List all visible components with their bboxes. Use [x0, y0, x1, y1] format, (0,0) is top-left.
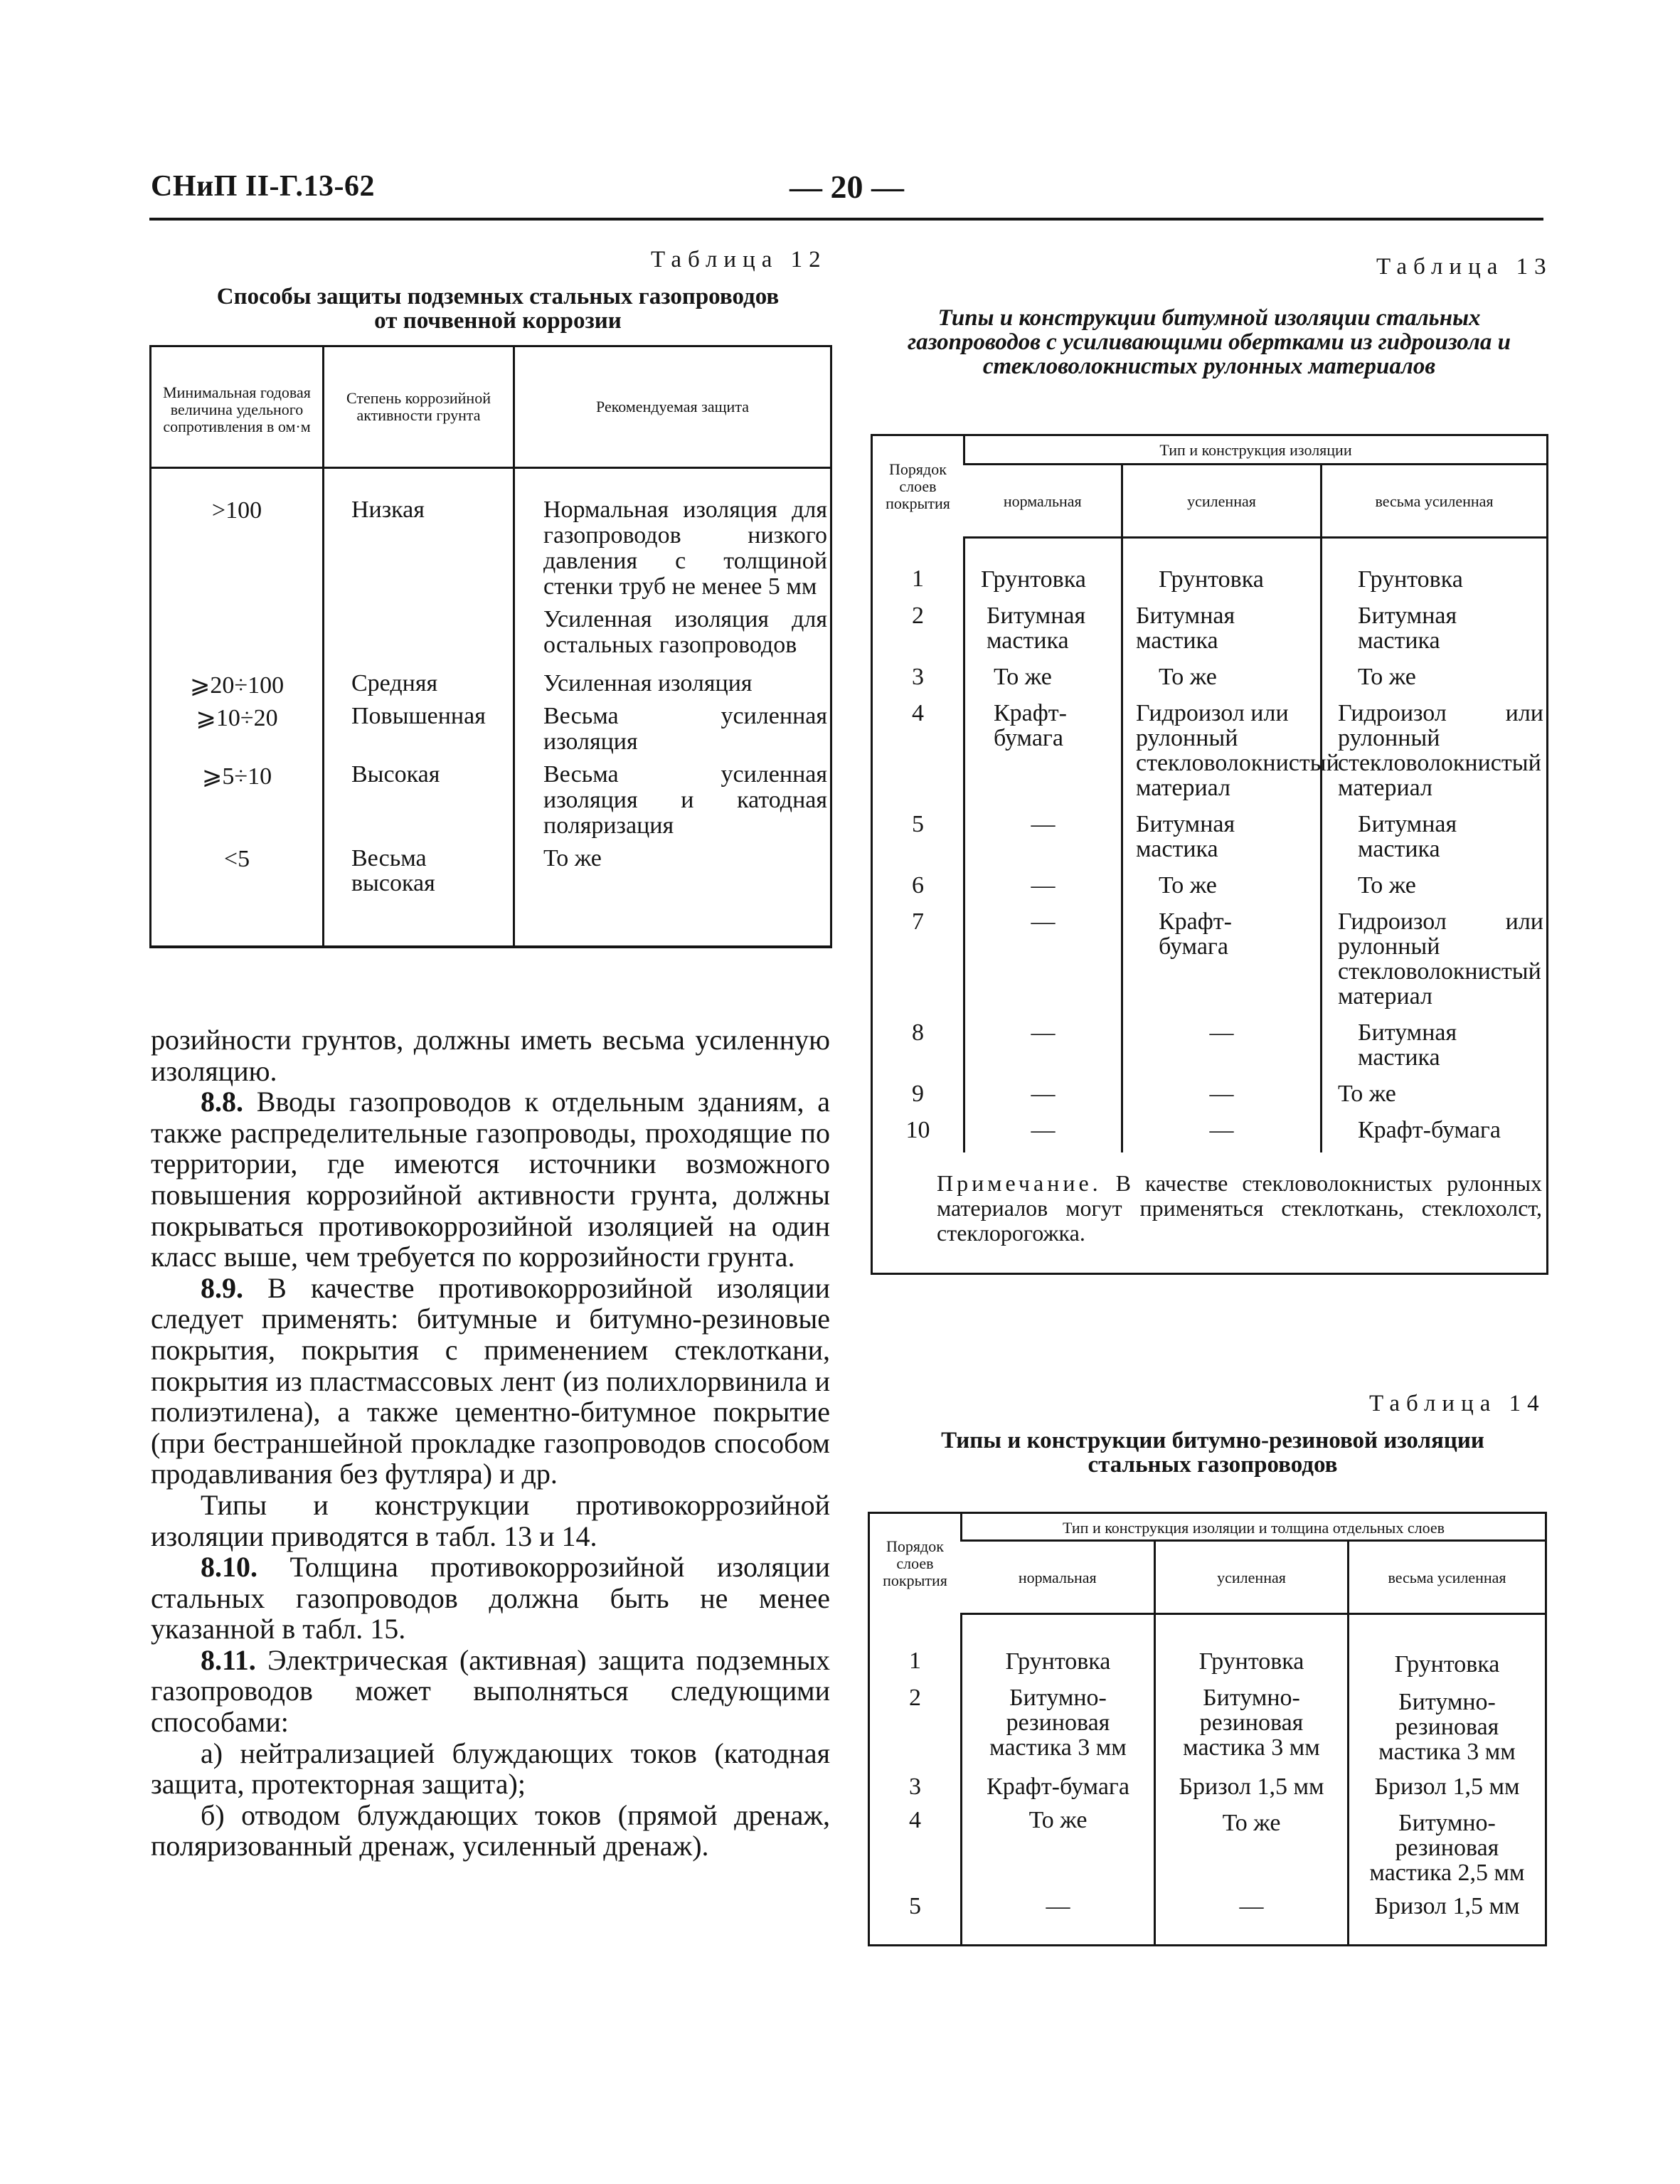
table14-cell-normal: Грунтовка [962, 1614, 1155, 1677]
table13-subheader-row [872, 465, 1548, 538]
table14-header-reinforced: усиленная [1155, 1541, 1349, 1614]
table-row [872, 1009, 1548, 1070]
table13-cell-normal: То же [964, 653, 1122, 689]
table12-activity: Весьма высокая [324, 846, 514, 947]
table13-cell-normal: — [964, 898, 1122, 1009]
page-number: — 20 — [790, 169, 904, 205]
table12-label: Таблица 12 [651, 247, 827, 272]
table-row [872, 592, 1548, 653]
table13-header-very: весьма усиленная [1322, 465, 1548, 538]
table13-cell-normal: — [964, 1070, 1122, 1106]
table13-title: Типы и конструкции битумной изоляции стальных газопроводов с усиливающими обертками из гидроизола и стекловолокнистых рулонных материалов [907, 305, 1511, 379]
table14-cell-reinforced: — [1155, 1885, 1349, 1946]
table14-cell-reinforced: Бризол 1,5 мм [1155, 1764, 1349, 1799]
table13-cell-reinforced: Гидроизол или рулонный стекловолокнистый материал [1122, 689, 1322, 800]
table13-cell-normal: — [964, 1009, 1122, 1070]
table13-layer-number: 8 [912, 1019, 924, 1046]
table13-layer-number: 5 [912, 811, 924, 837]
table13-cell-reinforced: Крафт-бумага [1122, 898, 1322, 1009]
table13-cell-normal: Грунтовка [964, 538, 1122, 593]
paragraph: розийности грунтов, должны иметь весьма усиленную изоляцию. [151, 1024, 830, 1087]
table12-protection-text: Усиленная изоляция для остальных газопроводов [543, 606, 827, 658]
table13-cell-reinforced: Грунтовка [1122, 538, 1322, 593]
table13-header-row [872, 435, 1548, 465]
table14-cell-very: Бризол 1,5 мм [1349, 1764, 1546, 1799]
paragraph [151, 1086, 830, 1273]
table13-layer-number: 10 [905, 1117, 930, 1143]
table12-protection [514, 762, 831, 846]
table-row [872, 538, 1548, 593]
table13-layer-number: 4 [912, 700, 924, 726]
table14-cell-normal: — [962, 1885, 1155, 1946]
table13-cell-very: То же [1322, 653, 1548, 689]
table-row [872, 689, 1548, 800]
table13-cell-normal: — [964, 862, 1122, 898]
table12-protection [514, 468, 831, 666]
paragraph [151, 1273, 830, 1490]
table13-layer-number: 2 [912, 603, 924, 629]
table14-title: Типы и конструкции битумно-резиновой изоляции стальных газопроводов [941, 1428, 1484, 1478]
table12-header-protection: Рекомендуемая защита [514, 346, 831, 468]
table13-cell-very: То же [1322, 1070, 1548, 1106]
paragraph [151, 1645, 830, 1738]
table13-layer-number: 1 [912, 565, 924, 592]
table13-cell-reinforced: То же [1122, 862, 1322, 898]
table-row [872, 1106, 1548, 1152]
table14-cell-very: Грунтовка [1349, 1614, 1546, 1677]
table13-layer-number: 3 [912, 664, 924, 690]
table13-cell-reinforced: То же [1122, 653, 1322, 689]
table14 [868, 1512, 1547, 1946]
table12-activity: Высокая [324, 762, 514, 846]
table-row [872, 653, 1548, 689]
table-row [872, 800, 1548, 862]
table13-layer-number: 6 [912, 872, 924, 898]
table12-resistance: ⩾10÷20 [196, 705, 278, 731]
table13-cell-normal: Битумная мастика [964, 592, 1122, 653]
table14-cell-very: Битумно-резиновая мастика 2,5 мм [1349, 1799, 1546, 1885]
table13-header-order: Порядок слоев покрытия [886, 460, 950, 513]
table13 [871, 434, 1548, 1275]
clause-number: 8.8. [201, 1086, 243, 1118]
table-row [869, 1885, 1546, 1946]
table12-title: Способы защиты подземных стальных газопроводов от почвенной коррозии [216, 284, 780, 334]
paragraph: Типы и конструкции противокоррозийной изоляции приводятся в табл. 13 и 14. [151, 1488, 830, 1552]
clause-number: 8.10. [201, 1551, 257, 1584]
table13-cell-very: Крафт-бумага [1322, 1106, 1548, 1152]
paragraph-text: Электрическая (активная) защита подземных газопроводов может выполняться следующими способами: [151, 1643, 830, 1739]
table13-cell-normal: — [964, 1106, 1122, 1152]
table13-header-normal: нормальная [964, 465, 1122, 538]
table-row [869, 1677, 1546, 1764]
table13-cell-reinforced: Битумная мастика [1122, 800, 1322, 862]
table12-activity: Средняя [324, 665, 514, 704]
document-code: СНиП II-Г.13-62 [151, 170, 376, 203]
table13-cell-very: Битумная мастика [1322, 592, 1548, 653]
table13-cell-reinforced: — [1122, 1009, 1322, 1070]
paragraph-text: Вводы газопроводов к отдельным зданиям, а также распределительные газопроводы, проходящие по территории, где имеются источники возможного повышения коррозийной активности грунта, должны покрываться противокоррозийной изоляцией на один класс выше, чем требуется по коррозийности грунта. [151, 1086, 831, 1273]
table13-cell-reinforced: — [1122, 1106, 1322, 1152]
table12-protection [514, 665, 831, 704]
table12-resistance: ⩾5÷10 [201, 763, 272, 790]
table-row [151, 468, 831, 666]
table12-protection-text: То же [543, 845, 602, 871]
table13-cell-reinforced: Битумная мастика [1122, 592, 1322, 653]
clause-number: 8.9. [201, 1271, 243, 1304]
table14-cell-reinforced: То же [1155, 1799, 1349, 1885]
table12-resistance: <5 [223, 846, 250, 872]
table13-cell-very: То же [1322, 862, 1548, 898]
table14-layer-number: 5 [909, 1893, 921, 1919]
table13-cell-very: Гидроизол или рулонный стекловолокнистый материал [1322, 898, 1548, 1009]
table14-cell-normal: Битумно-резиновая мастика 3 мм [962, 1677, 1155, 1764]
table14-layer-number: 3 [909, 1774, 921, 1800]
table12-protection-text: Усиленная изоляция [543, 670, 753, 696]
header-rule [149, 218, 1543, 221]
table12-resistance: >100 [211, 497, 262, 524]
table12 [149, 345, 832, 948]
table12-header-row [151, 346, 831, 468]
table14-cell-very: Бризол 1,5 мм [1349, 1885, 1546, 1946]
table-row [151, 665, 831, 704]
table13-cell-very: Гидроизол или рулонный стекловолокнистый материал [1322, 689, 1548, 800]
paragraph [151, 1552, 830, 1645]
table14-cell-reinforced: Грунтовка [1155, 1614, 1349, 1677]
table-row [872, 898, 1548, 1009]
table12-activity: Повышенная [324, 704, 514, 762]
clause-number: 8.11. [201, 1643, 256, 1676]
note-text: В качестве стекловолокнистых рулонных материалов могут применяться стеклоткань, стеклохолст, стеклорогожка. [937, 1170, 1543, 1246]
table-row [151, 846, 831, 947]
paragraph-text: Толщина противокоррозийной изоляции стальных газопроводов должна быть не менее указанной в табл. 15. [151, 1551, 830, 1645]
table-row [872, 862, 1548, 898]
table13-cell-normal: Крафт-бумага [964, 689, 1122, 800]
table13-cell-normal: — [964, 800, 1122, 862]
paragraph: а) нейтрализацией блуждающих токов (катодная защита, протекторная защита); [151, 1737, 830, 1801]
note-label: Примечание. [937, 1170, 1102, 1196]
table14-cell-normal: То же [962, 1799, 1155, 1885]
table13-note-row [872, 1152, 1548, 1274]
table12-protection-text: Нормальная изоляция для газопроводов низкого давления с толщиной стенки труб не менее 5 мм [543, 497, 827, 600]
table14-layer-number: 1 [909, 1647, 921, 1674]
table14-header-normal: нормальная [962, 1541, 1155, 1614]
table13-label: Таблица 13 [1376, 254, 1553, 280]
table12-protection-text: Весьма усиленная изоляция [543, 703, 827, 755]
table-row [869, 1614, 1546, 1677]
table12-header-resistance: Минимальная годовая величина удельного сопротивления в ом·м [151, 346, 324, 468]
table14-header-group: Тип и конструкция изоляции и толщина отдельных слоев [962, 1513, 1546, 1541]
table-row [151, 704, 831, 762]
table14-header-order: Порядок слоев покрытия [883, 1537, 947, 1590]
table12-protection [514, 704, 831, 762]
paragraph-text: В качестве противокоррозийной изоляции следует применять: битумные и битумно-резиновые покрытия, покрытия с применением стеклоткани, покрытия из пластмассовых лент (из полихлорвинила и полиэтилена), а также цементно-битумное покрытие (при бестраншейной прокладке газопроводов способом продавливания без футляра) и др. [151, 1271, 830, 1490]
table12-resistance: ⩾20÷100 [189, 672, 285, 699]
table13-layer-number: 7 [912, 908, 924, 935]
paragraph: б) отводом блуждающих токов (прямой дренаж, поляризованный дренаж, усиленный дренаж). [151, 1798, 830, 1862]
table13-note [872, 1152, 1548, 1274]
table12-protection [514, 846, 831, 947]
table13-cell-very: Битумная мастика [1322, 800, 1548, 862]
body-text [151, 1024, 830, 1862]
table14-label: Таблица 14 [1369, 1391, 1546, 1416]
table13-cell-reinforced: — [1122, 1070, 1322, 1106]
table12-activity: Низкая [324, 468, 514, 666]
table-row [151, 762, 831, 846]
table14-header-row [869, 1513, 1546, 1541]
table14-layer-number: 4 [909, 1807, 921, 1833]
table-row [869, 1764, 1546, 1799]
table14-cell-reinforced: Битумно-резиновая мастика 3 мм [1155, 1677, 1349, 1764]
table-row [872, 1070, 1548, 1106]
table13-layer-number: 9 [912, 1081, 924, 1107]
table13-header-group: Тип и конструкция изоляции [964, 435, 1548, 465]
table14-subheader-row [869, 1541, 1546, 1614]
table13-cell-very: Грунтовка [1322, 538, 1548, 593]
table14-header-very: весьма усиленная [1349, 1541, 1546, 1614]
table12-protection-text: Весьма усиленная изоляция и катодная поляризация [543, 761, 827, 839]
table-row [869, 1799, 1546, 1885]
table14-cell-normal: Крафт-бумага [962, 1764, 1155, 1799]
table13-cell-very: Битумная мастика [1322, 1009, 1548, 1070]
table12-header-activity: Степень коррозийной активности грунта [324, 346, 514, 468]
table14-cell-very: Битумно-резиновая мастика 3 мм [1349, 1677, 1546, 1764]
table13-header-reinforced: усиленная [1122, 465, 1322, 538]
table14-layer-number: 2 [909, 1685, 921, 1711]
